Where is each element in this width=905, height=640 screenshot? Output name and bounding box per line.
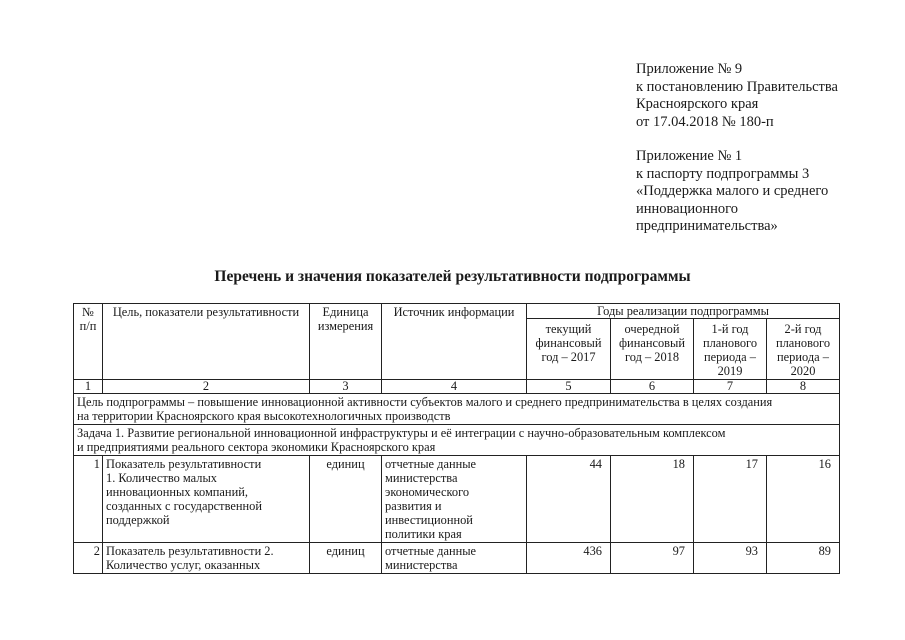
col-header-2020: 2-й год планового периода – 2020 bbox=[767, 319, 840, 380]
appendix-line: к постановлению Правительства bbox=[636, 78, 838, 95]
goal-row bbox=[74, 394, 840, 425]
column-number: 3 bbox=[310, 380, 382, 394]
source-cell: отчетные данные министерства bbox=[382, 543, 527, 574]
col-header-2018: очередной финансовый год – 2018 bbox=[611, 319, 694, 380]
source-cell: отчетные данные министерства экономического развития и инвестиционной политики края bbox=[382, 456, 527, 543]
column-numbers-row bbox=[74, 380, 840, 394]
value-2017: 44 bbox=[527, 456, 611, 543]
column-number: 4 bbox=[382, 380, 527, 394]
unit-cell: единиц bbox=[310, 543, 382, 574]
task-row bbox=[74, 425, 840, 456]
column-number: 5 bbox=[527, 380, 611, 394]
row-number: 2 bbox=[74, 543, 103, 574]
appendix-line: к паспорту подпрограммы 3 bbox=[636, 165, 810, 182]
col-header-num: № п/п bbox=[74, 304, 103, 380]
col-header-goal: Цель, показатели результативности bbox=[103, 304, 310, 380]
appendix-9-header bbox=[636, 61, 898, 131]
task-cell: Задача 1. Развитие региональной инновационной инфраструктуры и её интеграции с научно-образовательным комплексом и предприятиями реального сектора экономики Красноярского края bbox=[74, 425, 840, 456]
table-row bbox=[74, 456, 840, 543]
appendix-line: Красноярского края bbox=[636, 96, 759, 112]
column-number: 7 bbox=[694, 380, 767, 394]
document-title: Перечень и значения показателей результативности подпрограммы bbox=[214, 268, 691, 285]
value-2017: 436 bbox=[527, 543, 611, 574]
col-header-2017: текущий финансовый год – 2017 bbox=[527, 319, 611, 380]
goal-cell: Цель подпрограммы – повышение инновационной активности субъектов малого и среднего предпринимательства в целях создания на территории Красноярского края высокотехнологичных производств bbox=[74, 394, 840, 425]
column-number: 1 bbox=[74, 380, 103, 394]
col-header-years-group: Годы реализации подпрограммы bbox=[527, 304, 840, 319]
appendix-line: инновационного bbox=[636, 200, 738, 217]
col-header-source: Источник информации bbox=[382, 304, 527, 380]
indicator-cell: Показатель результативности 1. Количество малых инновационных компаний, созданных с государственной поддержкой bbox=[103, 456, 310, 543]
value-2018: 18 bbox=[611, 456, 694, 543]
value-2020: 16 bbox=[767, 456, 840, 543]
indicator-cell: Показатель результативности 2. Количество услуг, оказанных bbox=[103, 543, 310, 574]
value-2018: 97 bbox=[611, 543, 694, 574]
value-2019: 93 bbox=[694, 543, 767, 574]
appendix-line: Приложение № 9 bbox=[636, 61, 743, 77]
column-number: 6 bbox=[611, 380, 694, 394]
appendix-line: «Поддержка малого и среднего bbox=[636, 183, 829, 199]
table-row bbox=[74, 543, 840, 574]
indicators-table bbox=[73, 303, 840, 574]
header-row-1 bbox=[74, 304, 840, 319]
value-2020: 89 bbox=[767, 543, 840, 574]
appendix-line: Приложение № 1 bbox=[636, 148, 743, 164]
column-number: 8 bbox=[767, 380, 840, 394]
column-number: 2 bbox=[103, 380, 310, 394]
unit-cell: единиц bbox=[310, 456, 382, 543]
appendix-1-header bbox=[636, 148, 898, 236]
value-2019: 17 bbox=[694, 456, 767, 543]
col-header-unit: Единица измерения bbox=[310, 304, 382, 380]
appendix-line: предпринимательства» bbox=[636, 218, 778, 234]
appendix-line: от 17.04.2018 № 180-п bbox=[636, 113, 774, 130]
row-number: 1 bbox=[74, 456, 103, 543]
col-header-2019: 1-й год планового периода – 2019 bbox=[694, 319, 767, 380]
